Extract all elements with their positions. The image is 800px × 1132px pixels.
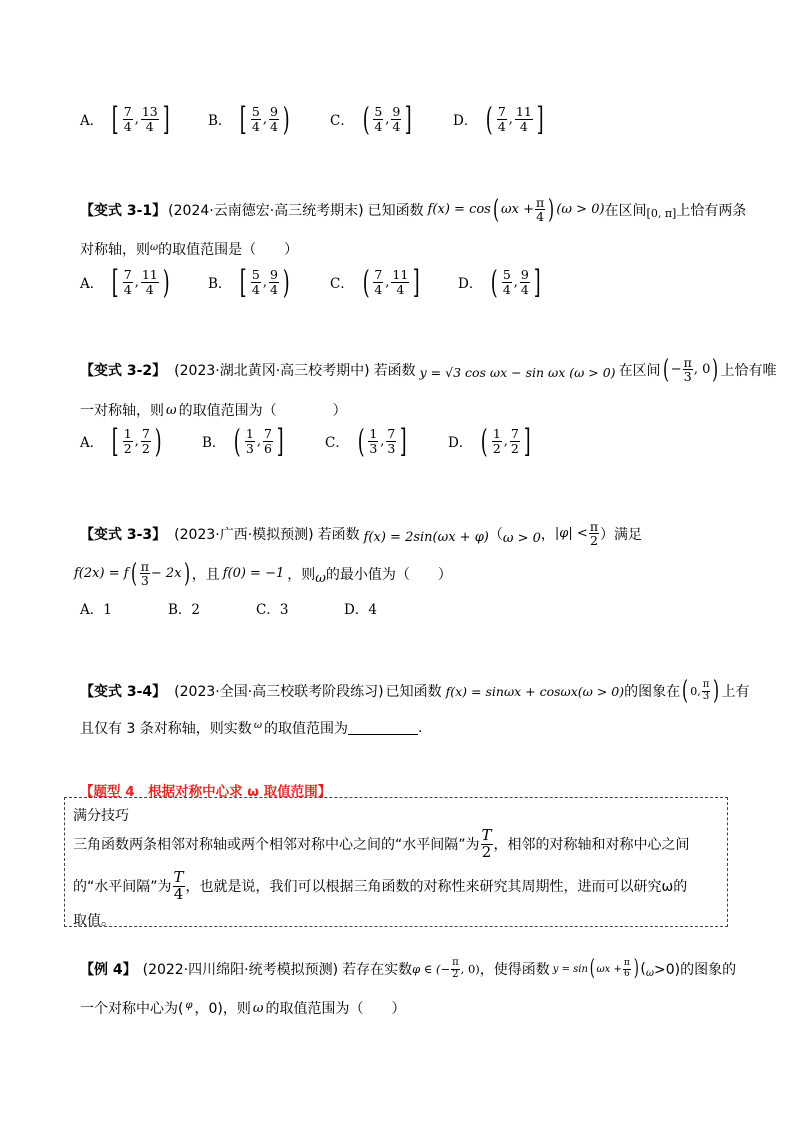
v33-source: (2023·广西·模拟预测) bbox=[174, 526, 314, 543]
option-label: C． bbox=[330, 113, 354, 129]
v31-option-a[interactable]: A． [ $\frac{7}{4}$ , $\frac{11}{4}$ ) bbox=[80, 263, 170, 301]
v32-line1: 【变式 3-2】 (2023·湖北黄冈·高三校考期中) 若函数 y = √3 cos ωx − sin ωx (ω > 0) 在区间 ( − $\frac{\pi}{3}$ , 0 ) 上恰有唯 bbox=[80, 354, 777, 385]
v33-option-b[interactable]: B．2 bbox=[168, 602, 201, 618]
v31-option-c[interactable]: C． ( $\frac{7}{4}$ , $\frac{11}{4}$ ] bbox=[330, 263, 421, 301]
prev-option-c[interactable]: C． ( $\frac{5}{4}$ , $\frac{9}{4}$ ] bbox=[330, 100, 413, 138]
tip-line3: 取值。 bbox=[73, 913, 115, 929]
v33-tag: 【变式 3-3】 bbox=[80, 526, 167, 543]
v31-line1: 【变式 3-1】 (2024·云南德宏·高三统考期末) 已知函数 f(x) = cos ( ωx + $\frac{\pi}{4}$ ) (ω > 0) 在区间 [0, π] 上恰有两条 bbox=[80, 194, 747, 225]
v32-source: (2023·湖北黄冈·高三校考期中) bbox=[174, 362, 370, 379]
prev-option-d[interactable]: D． ( $\frac{7}{4}$ , $\frac{11}{4}$ ] bbox=[453, 100, 544, 138]
ex4-line2: 一个对称中心为( φ ，0)，则 ω 的取值范围为（ ） bbox=[80, 999, 406, 1017]
ex4-func: y = sin bbox=[552, 963, 588, 975]
v31-option-d[interactable]: D． ( $\frac{5}{4}$ , $\frac{9}{4}$ ] bbox=[458, 263, 541, 301]
prev-option-b[interactable]: B． [ $\frac{5}{4}$ , $\frac{9}{4}$ ) bbox=[208, 100, 290, 138]
v33-option-a[interactable]: A．1 bbox=[80, 602, 112, 618]
ex4-line1: 【例 4】 (2022·四川绵阳·统考模拟预测) 若存在实数 φ ∈ (− $\frac{\pi}{2}$ , 0) ，使得函数 y = sin ( ωx + $\frac{\pi}{6}$ ) ( ω >0)的图象的 bbox=[80, 956, 737, 981]
tip-line2: 的“水平间隔”为 $\frac{T}{4}$ ，也就是说，我们可以根据三角函数的对称性来研究其周期性，进而可以研究ω的 bbox=[73, 868, 688, 903]
v32-tag: 【变式 3-2】 bbox=[80, 362, 167, 379]
v33-option-c[interactable]: C．3 bbox=[256, 602, 289, 618]
v32-option-a[interactable]: A． [ $\frac{1}{2}$ , $\frac{7}{2}$ ) bbox=[80, 422, 162, 460]
v31-tag: 【变式 3-1】 bbox=[80, 202, 167, 219]
option-label: B． bbox=[208, 113, 232, 129]
v33-options bbox=[80, 604, 432, 618]
section-title: 【题型 4 根据对称中心求 ω 取值范围】 bbox=[80, 784, 332, 800]
v34-source: (2023·全国·高三校联考阶段练习) bbox=[174, 684, 384, 700]
prev-option-a[interactable]: A． [ $\frac{7}{4}$ , $\frac{13}{4}$ ] bbox=[80, 100, 170, 138]
v32-option-c[interactable]: C． ( $\frac{1}{3}$ , $\frac{7}{3}$ ] bbox=[325, 422, 408, 460]
v34-tag: 【变式 3-4】 bbox=[80, 684, 167, 700]
v32-line2: 一对称轴，则 ω 的取值范围为（ ） bbox=[80, 402, 347, 419]
option-label: D． bbox=[453, 113, 478, 129]
v33-func: f(x) = 2sin(ωx + φ) bbox=[363, 530, 489, 546]
v33-line2: f(2x) = f ( $\frac{\pi}{3}$ − 2x ) ，且 f(0) = −1 ，则 ω 的最小值为（ ） bbox=[74, 558, 452, 589]
tip-box bbox=[64, 797, 728, 927]
v34-line1: 【变式 3-4】 (2023·全国·高三校联考阶段练习) 已知函数 f(x) = sinωx + cosωx(ω > 0) 的图象在 ( 0, $\frac{\pi}{3}$ ) 上有 bbox=[80, 676, 750, 706]
v31-option-b[interactable]: B． [ $\frac{5}{4}$ , $\frac{9}{4}$ ) bbox=[208, 263, 290, 301]
v32-option-d[interactable]: D． ( $\frac{1}{2}$ , $\frac{7}{2}$ ] bbox=[448, 422, 531, 460]
v33-option-d[interactable]: D．4 bbox=[344, 602, 377, 618]
v31-func: f(x) = cos bbox=[427, 202, 491, 218]
tip-line1: 三角函数两条相邻对称轴或两个相邻对称中心之间的“水平间隔”为 $\frac{T}{2}$ ，相邻的对称轴和对称中心之间 bbox=[73, 826, 690, 861]
ex4-source: (2022·四川绵阳·统考模拟预测) bbox=[142, 962, 339, 978]
v32-option-b[interactable]: B． ( $\frac{1}{3}$ , $\frac{7}{6}$ ] bbox=[202, 422, 284, 460]
v31-source: (2024·云南德宏·高三统考期末) bbox=[168, 202, 364, 219]
tip-title: 满分技巧 bbox=[73, 808, 129, 824]
option-label: A． bbox=[80, 113, 104, 129]
answer-blank[interactable] bbox=[348, 722, 418, 735]
v31-line2: 对称轴，则 ω 的取值范围是（ ） bbox=[80, 241, 299, 258]
v34-line2: 且仅有 3 条对称轴，则实数 ω 的取值范围为 . bbox=[80, 719, 423, 737]
v34-func: f(x) = sinωx + cosωx(ω > 0) bbox=[445, 683, 625, 699]
v32-func: y = √3 cos ωx − sin ωx (ω > 0) bbox=[419, 365, 616, 381]
ex4-tag: 【例 4】 bbox=[80, 962, 137, 978]
v33-line1: 【变式 3-3】 (2023·广西·模拟预测) 若函数 f(x) = 2sin(ωx + φ) （ ω > 0 ， |φ| < $\frac{\pi}{2}$ ）满足 bbox=[80, 519, 643, 549]
